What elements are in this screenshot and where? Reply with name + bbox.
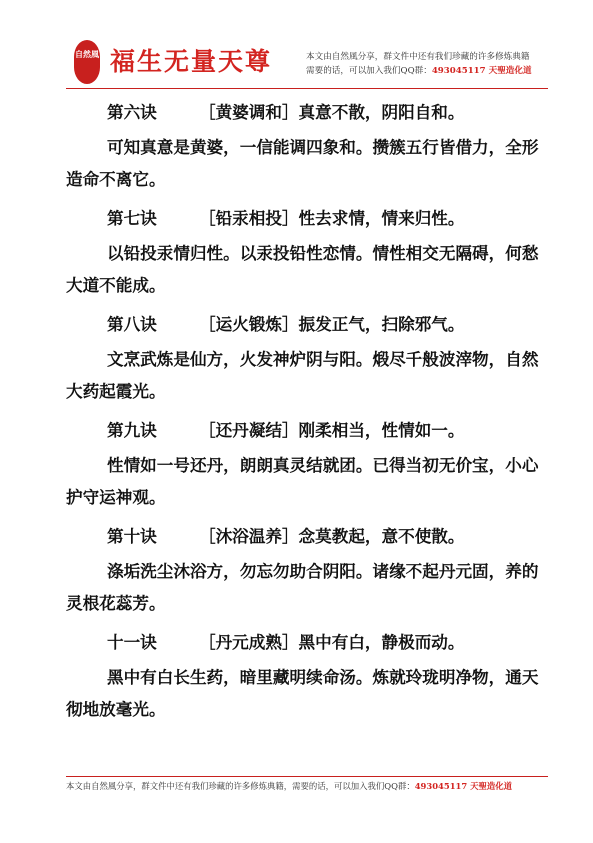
section-title: ［沐浴温养］念莫教起，意不使散。 <box>199 527 465 546</box>
section-heading <box>66 308 544 344</box>
footer-note <box>66 779 548 793</box>
section-6 <box>66 96 544 196</box>
section-verse: 可知真意是黄婆，一信能调四象和。攒簇五行皆借力，全形造命不离它。 <box>66 138 539 189</box>
header-note-line2 <box>306 64 532 78</box>
section-number: 第八诀 <box>107 315 157 334</box>
footer-rule <box>66 776 548 777</box>
section-9 <box>66 414 544 514</box>
section-verse: 文烹武炼是仙方，火发神炉阴与阳。煅尽千般波滓物，自然大药起霞光。 <box>66 350 539 401</box>
section-10 <box>66 520 544 620</box>
section-number: 第十诀 <box>107 527 157 546</box>
section-heading <box>66 96 544 132</box>
section-number: 十一诀 <box>107 633 157 652</box>
section-heading <box>66 414 544 450</box>
header-note-prefix: 需要的话，可以加入我们QQ群： <box>306 66 432 76</box>
section-heading <box>66 202 544 238</box>
document-body <box>66 96 544 732</box>
footer-qq-number: 493045117 天聖造化道 <box>414 781 512 791</box>
section-verse: 涤垢洗尘沐浴方，勿忘勿助合阴阳。诸缘不起丹元固，养的灵根花蕊芳。 <box>66 562 539 613</box>
page-header <box>66 38 548 88</box>
section-number: 第九诀 <box>107 421 157 440</box>
section-8 <box>66 308 544 408</box>
section-title: ［铅汞相投］性去求情，情来归性。 <box>199 209 465 228</box>
section-number: 第六诀 <box>107 103 157 122</box>
logo-seal: 自然風 <box>74 40 100 84</box>
section-verse: 以铅投汞情归性。以汞投铅性恋情。情性相交无隔碍，何愁大道不能成。 <box>66 244 539 295</box>
brand-title: 福生无量天尊 <box>110 47 273 76</box>
section-7 <box>66 202 544 302</box>
header-note <box>306 50 532 78</box>
page-footer <box>66 776 548 793</box>
section-verse: 黑中有白长生药，暗里藏明续命汤。炼就玲珑明净物，通天彻地放毫光。 <box>66 668 539 719</box>
section-heading <box>66 626 544 662</box>
section-number: 第七诀 <box>107 209 157 228</box>
header-rule <box>66 88 548 89</box>
section-title: ［运火锻炼］振发正气，扫除邪气。 <box>199 315 465 334</box>
section-verse: 性情如一号还丹，朗朗真灵结就团。已得当初无价宝，小心护守运神观。 <box>66 456 539 507</box>
section-11 <box>66 626 544 726</box>
section-title: ［黄婆调和］真意不散，阴阳自和。 <box>199 103 465 122</box>
header-note-line1: 本文由自然風分享，群文件中还有我们珍藏的许多修炼典籍 <box>306 52 530 62</box>
section-title: ［丹元成熟］黑中有白，静极而动。 <box>199 633 465 652</box>
section-title: ［还丹凝结］刚柔相当，性情如一。 <box>199 421 465 440</box>
header-qq-number: 493045117 天聖造化道 <box>431 66 532 76</box>
section-heading <box>66 520 544 556</box>
footer-note-prefix: 本文由自然風分享，群文件中还有我们珍藏的许多修炼典籍，需要的话，可以加入我们QQ群： <box>66 781 415 791</box>
